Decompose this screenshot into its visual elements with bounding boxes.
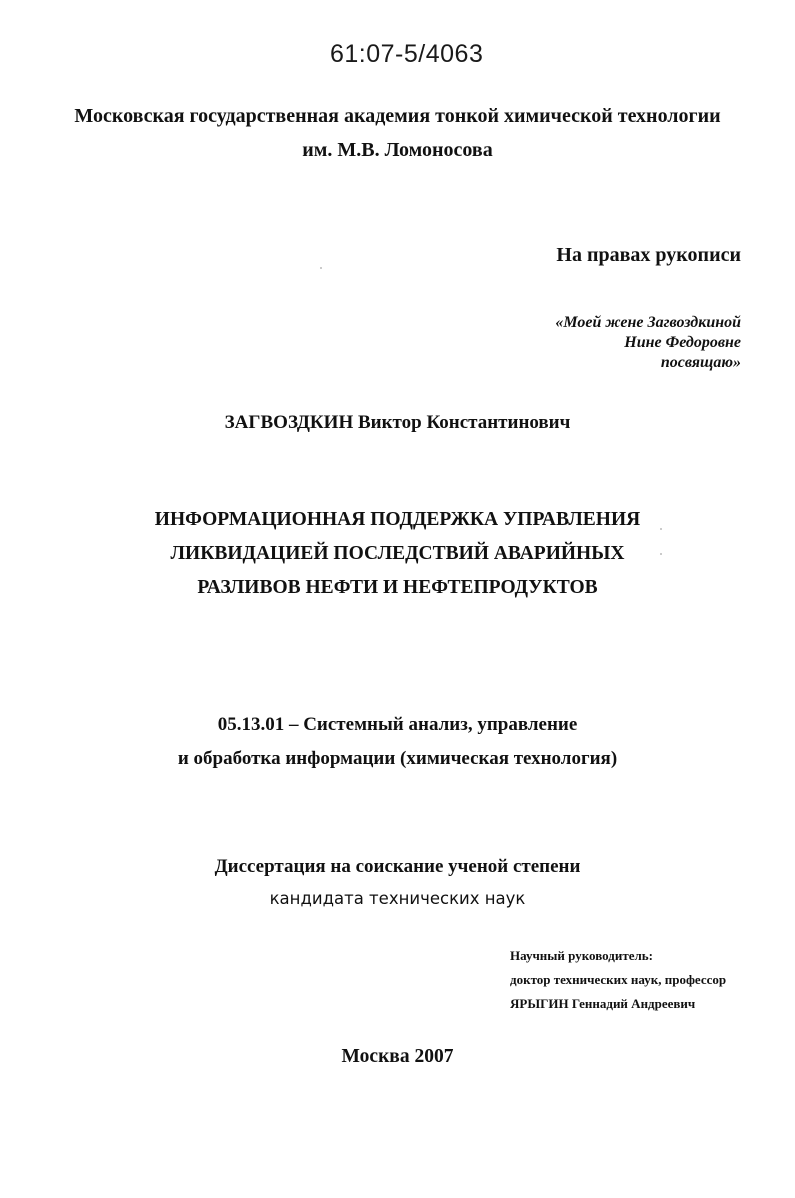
supervisor-label: Научный руководитель: bbox=[510, 948, 653, 963]
supervisor-name: ЯРЫГИН Геннадий Андреевич bbox=[510, 996, 696, 1011]
rights-note: На правах рукописи bbox=[556, 244, 741, 266]
scan-speck bbox=[660, 528, 662, 530]
organization-line-2: им. М.В. Ломоносова bbox=[302, 139, 493, 161]
specialty-line-1: 05.13.01 – Системный анализ, управление bbox=[217, 714, 578, 735]
author-name: ЗАГВОЗДКИН Виктор Константинович bbox=[224, 412, 571, 433]
specialty bbox=[0, 708, 795, 776]
specialty-line-2: и обработка информации (химическая технология) bbox=[177, 748, 618, 769]
degree-line-1: Диссертация на соискание ученой степени bbox=[214, 856, 581, 877]
title-line-2: ЛИКВИДАЦИЕЙ ПОСЛЕДСТВИЙ АВАРИЙНЫХ bbox=[170, 543, 625, 564]
organization-line-1: Московская государственная академия тонкой химической технологии bbox=[74, 105, 721, 127]
supervisor-rank: доктор технических наук, профессор bbox=[510, 972, 727, 987]
dedication-line-2: Нине Федоровне bbox=[624, 334, 741, 351]
dedication bbox=[555, 313, 741, 373]
title-line-3: РАЗЛИВОВ НЕФТИ И НЕФТЕПРОДУКТОВ bbox=[197, 577, 598, 598]
city-year: Москва 2007 bbox=[341, 1046, 454, 1067]
dedication-line-3: посвящаю» bbox=[660, 354, 741, 371]
dissertation-title bbox=[0, 503, 795, 605]
title-line-1: ИНФОРМАЦИОННАЯ ПОДДЕРЖКА УПРАВЛЕНИЯ bbox=[154, 509, 641, 530]
scan-speck bbox=[320, 267, 322, 269]
scan-speck bbox=[660, 553, 662, 555]
dedication-line-1: «Моей жене Загвоздкиной bbox=[555, 314, 741, 331]
degree-line-2: кандидата технических наук bbox=[269, 889, 526, 908]
supervisor-block bbox=[510, 944, 726, 1016]
archive-stamp: 61:07-5/4063 bbox=[330, 40, 484, 68]
